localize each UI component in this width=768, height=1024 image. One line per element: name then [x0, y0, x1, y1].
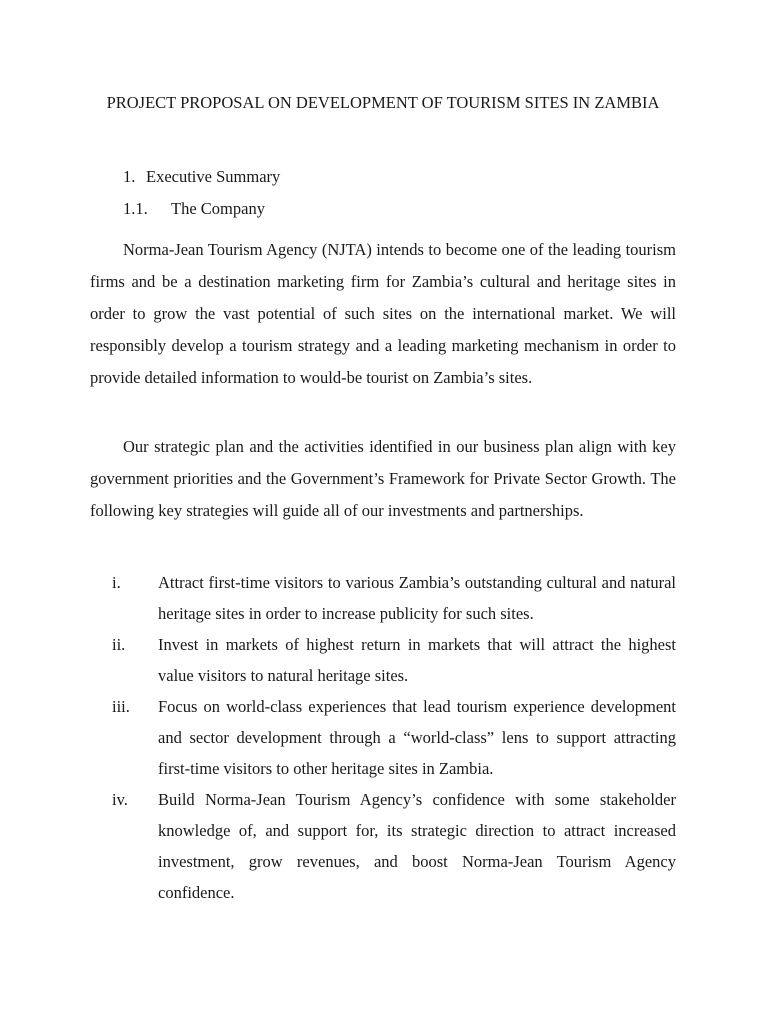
list-marker: ii.	[112, 635, 126, 654]
strategy-list	[90, 567, 676, 908]
list-item	[90, 567, 676, 629]
strategy-paragraph: Our strategic plan and the activities identified in our business plan align with key government priorities and the Government’s Framework for Private Sector Growth. The following key strategies will guide all of our investments and partnerships.	[90, 437, 676, 520]
list-item-text: Focus on world-class experiences that lead tourism experience development and sector development through a “world-class” lens to support attracting first-time visitors to other heritage sites in Zambia.	[158, 697, 676, 778]
list-item-text: Invest in markets of highest return in markets that will attract the highest value visitors to natural heritage sites.	[158, 635, 676, 685]
list-item	[90, 629, 676, 691]
list-marker: i.	[112, 573, 121, 592]
list-item	[90, 784, 676, 908]
list-item	[90, 691, 676, 784]
list-marker: iv.	[112, 790, 128, 809]
section-heading	[123, 167, 280, 187]
subsection-heading	[123, 199, 265, 219]
subsection-label: The Company	[171, 199, 265, 218]
section-number: 1.	[123, 167, 136, 186]
list-item-text: Attract first-time visitors to various Zambia’s outstanding cultural and natural heritage sites in order to increase publicity for such sites.	[158, 573, 676, 623]
document-title: PROJECT PROPOSAL ON DEVELOPMENT OF TOURISM SITES IN ZAMBIA	[106, 93, 660, 112]
subsection-number: 1.1.	[123, 199, 148, 218]
company-paragraph: Norma-Jean Tourism Agency (NJTA) intends to become one of the leading tourism firms and be a destination marketing firm for Zambia’s cultural and heritage sites in order to grow the vast potential of such sites on the international market. We will responsibly develop a tourism strategy and a leading marketing mechanism in order to provide detailed information to would-be tourist on Zambia’s sites.	[90, 240, 676, 387]
list-marker: iii.	[112, 697, 130, 716]
section-label: Executive Summary	[146, 167, 281, 186]
list-item-text: Build Norma-Jean Tourism Agency’s confidence with some stakeholder knowledge of, and support for, its strategic direction to attract increased investment, grow revenues, and boost Norma-Jean Tourism Agency confidence.	[158, 790, 676, 902]
